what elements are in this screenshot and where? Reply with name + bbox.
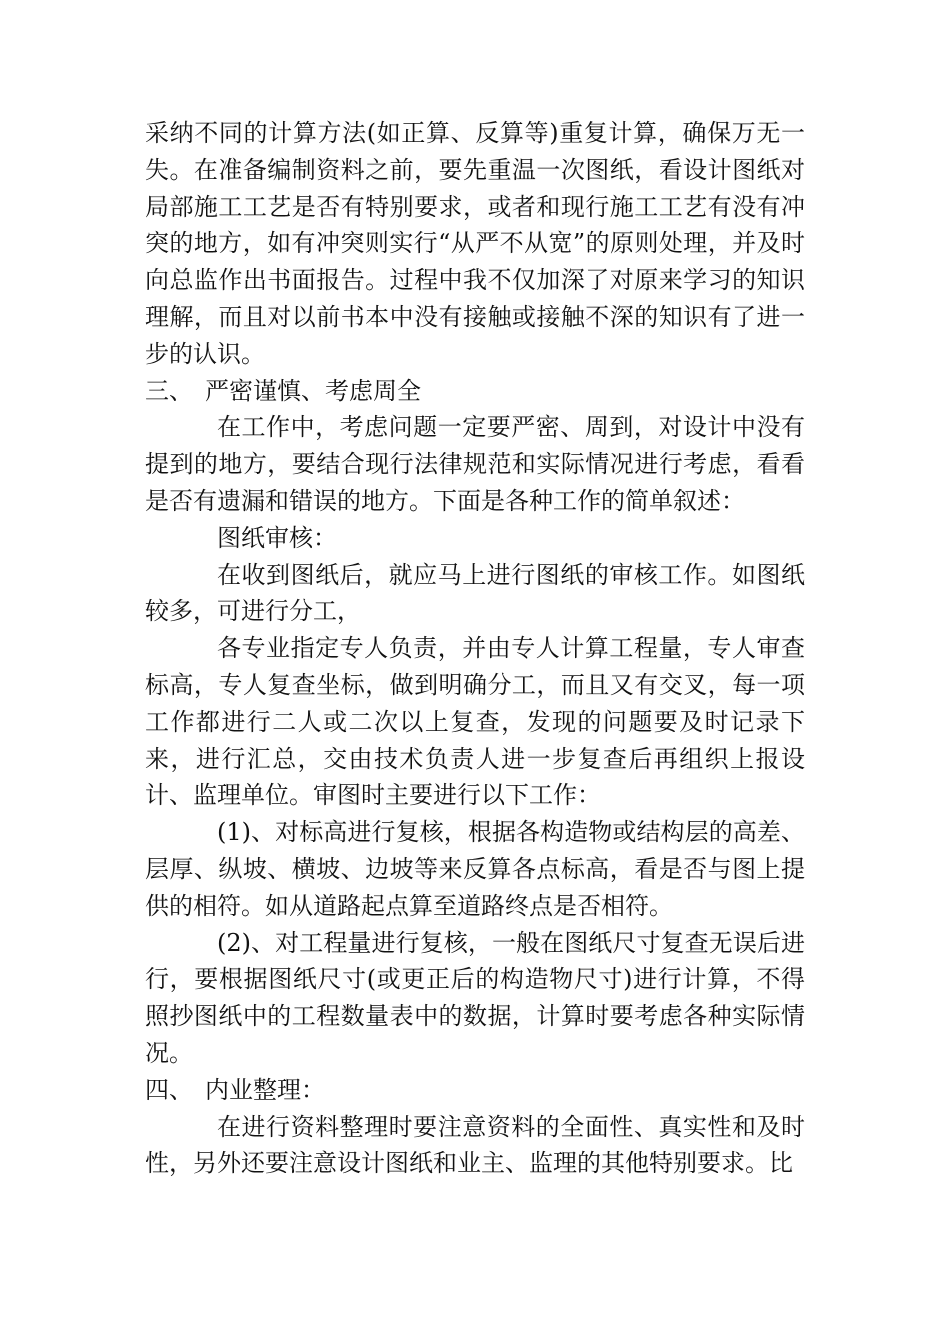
paragraph-assign-responsibility: 各专业指定专人负责，并由专人计算工程量，专人审查标高，专人复查坐标，做到明确分工，而且又有交叉，每一项工作都进行二人或二次以上复查，发现的问题要及时记录下来，进行汇总，交由技术负责人进一步复查后再组织上报设计、监理单位。审图时主要进行以下工作： <box>145 634 805 810</box>
section-number: 三、 <box>145 376 193 405</box>
section-number: 四、 <box>145 1075 193 1104</box>
paragraph-receive-drawings: 在收到图纸后，就应马上进行图纸的审核工作。如图纸较多，可进行分工， <box>145 560 805 626</box>
section-title: 严密谨慎、考虑周全 <box>205 376 421 405</box>
paragraph-elevation-check: (1)、对标高进行复核，根据各构造物或结构层的高差、层厚、纵坡、横坡、边坡等来反算各点标高，看是否与图上提供的相符。如从道路起点算至道路终点是否相符。 <box>145 818 805 920</box>
subheading-drawing-review: 图纸审核： <box>217 523 337 552</box>
section-title: 内业整理： <box>205 1075 325 1104</box>
paragraph-quantity-check: (2)、对工程量进行复核，一般在图纸尺寸复查无误后进行，要根据图纸尺寸(或更正后的构造物尺寸)进行计算，不得照抄图纸中的工程数量表中的数据，计算时要考虑各种实际情况。 <box>145 928 805 1067</box>
section-heading-3 <box>145 373 805 410</box>
document-body <box>145 115 805 1182</box>
paragraph-work-consideration: 在工作中，考虑问题一定要严密、周到，对设计中没有提到的地方，要结合现行法律规范和实际情况进行考虑，看看是否有遗漏和错误的地方。下面是各种工作的简单叙述： <box>145 413 805 515</box>
paragraph-data-organization: 在进行资料整理时要注意资料的全面性、真实性和及时性，另外还要注意设计图纸和业主、监理的其他特别要求。比 <box>145 1112 805 1178</box>
paragraph-calculation-methods: 采纳不同的计算方法(如正算、反算等)重复计算，确保万无一失。在准备编制资料之前，要先重温一次图纸，看设计图纸对局部施工工艺是否有特别要求，或者和现行施工工艺有没有冲突的地方，如有冲突则实行“从严不从宽”的原则处理，并及时向总监作出书面报告。过程中我不仅加深了对原来学习的知识理解，而且对以前书本中没有接触或接触不深的知识有了进一步的认识。 <box>145 119 805 368</box>
section-heading-4 <box>145 1072 805 1109</box>
